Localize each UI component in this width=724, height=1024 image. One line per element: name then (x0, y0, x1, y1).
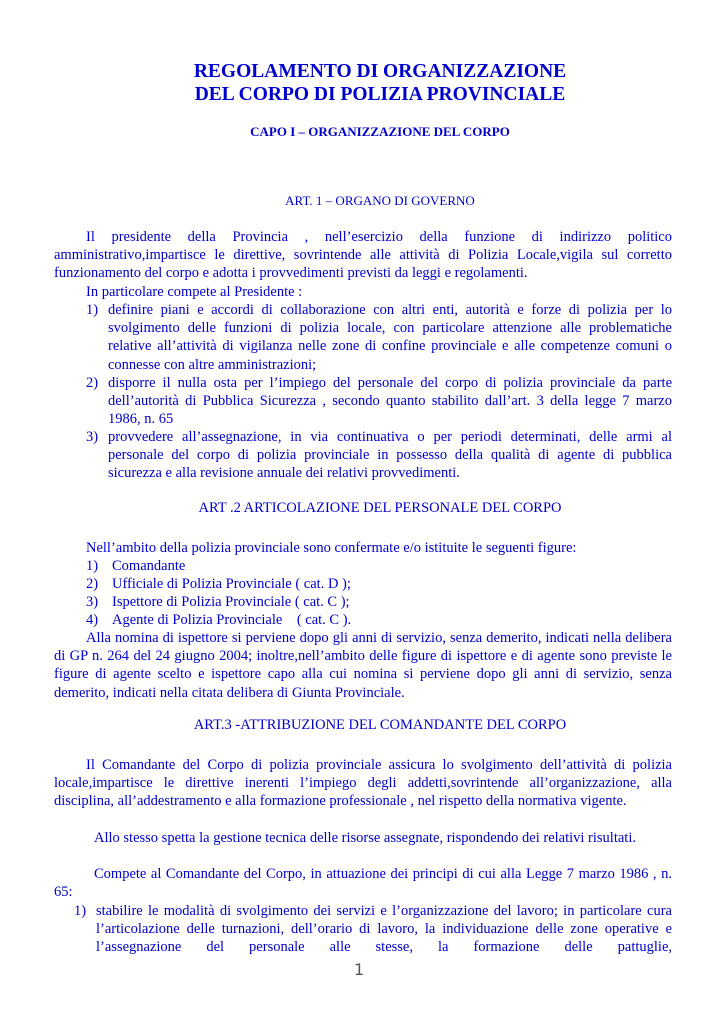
list-number: 3) (86, 429, 99, 445)
list-number: 3) (86, 594, 99, 610)
article-3-paragraph-1: Il Comandante del Corpo di polizia provinciale assicura lo svolgimento dell’attività di polizia locale,impartisce le direttive inerenti l’impiego degli addetti,sovrintende all’organizzazione, alla disciplina, all’addestramento e alla formazione professionale , nel rispetto della normativa vigente. (54, 757, 672, 810)
list-item (74, 902, 672, 958)
article-3-paragraph-2: Allo stesso spetta la gestione tecnica delle risorse assegnate, rispondendo dei relativi risultati. (94, 830, 636, 846)
list-text: Ufficiale di Polizia Provinciale ( cat. D ); (112, 576, 351, 592)
list-item (86, 428, 672, 484)
article-3-paragraph-3: Compete al Comandante del Corpo, in attuazione dei principi di cui alla Legge 7 marzo 1986 , n. 65: (54, 866, 672, 901)
list-text: definire piani e accordi di collaborazione con altri enti, autorità e forze di polizia per lo svolgimento delle funzioni di polizia locale, con particolare attenzione alle problematiche relative all’attività di vigilanza nelle zone di confine provinciale e alle competenze comuni o connesse con altre amministrazioni; (108, 302, 672, 373)
title-line-1: REGOLAMENTO DI ORGANIZZAZIONE (193, 61, 567, 82)
list-item (86, 593, 672, 611)
list-item (86, 575, 672, 593)
article-1-lead: In particolare compete al Presidente : (86, 284, 303, 300)
list-text: disporre il nulla osta per l’impiego del personale del corpo di polizia provinciale da parte dell’autorità di Pubblica Sicurezza , secondo quanto stabilito dall’art. 3 della legge 7 marzo 1986, n. 65 (108, 375, 672, 428)
list-number: 1) (86, 302, 99, 318)
article-3-heading: ART.3 -ATTRIBUZIONE DEL COMANDANTE DEL CORPO (193, 717, 567, 733)
document-title (0, 60, 724, 106)
list-number: 1) (74, 903, 87, 919)
list-text: Comandante (112, 558, 186, 574)
list-number: 2) (86, 375, 99, 391)
list-number: 1) (86, 558, 99, 574)
article-2-heading: ART .2 ARTICOLAZIONE DEL PERSONALE DEL CORPO (198, 500, 562, 516)
article-2-closing: Alla nomina di ispettore si perviene dopo gli anni di servizio, senza demerito, indicati nella delibera di GP n. 264 del 24 giugno 2004; inoltre,nell’ambito delle figure di ispettore e di agente sono previste le figure di agente scelto e ispettore capo alla cui nomina si perviene dopo gli anni di servizio, senza demerito, indicati nella citata delibera di Giunta Provinciale. (54, 630, 672, 701)
list-text: provvedere all’assegnazione, in via continuativa o per periodi determinati, delle armi al personale del corpo di polizia provinciale in possesso della qualità di agente di pubblica sicurezza e alla revisione annuale dei relativi provvedimenti. (108, 429, 672, 482)
list-text: Agente di Polizia Provinciale ( cat. C ). (112, 612, 352, 628)
list-item (86, 557, 672, 575)
article-1-intro: Il presidente della Provincia , nell’esercizio della funzione di indirizzo politico amministrativo,impartisce le direttive, sovrintende alle attività di Polizia Locale,vigila sul corretto funzionamento del corpo e adotta i provvedimenti previsti da leggi e regolamenti. (54, 229, 672, 282)
page-number: 1 (354, 960, 365, 979)
title-line-2: DEL CORPO DI POLIZIA PROVINCIALE (194, 84, 566, 105)
article-2-intro: Nell’ambito della polizia provinciale sono confermate e/o istituite le seguenti figure: (86, 540, 577, 556)
chapter-heading: CAPO I – ORGANIZZAZIONE DEL CORPO (250, 124, 510, 139)
list-text: stabilire le modalità di svolgimento dei servizi e l’organizzazione del lavoro; in particolare cura l’articolazione delle turnazioni, dell’orario di lavoro, la individuazione delle zone operative e l’assegnazione del personale alle stesse, la formazione delle pattuglie, (96, 903, 672, 956)
list-item (86, 611, 672, 629)
list-text: Ispettore di Polizia Provinciale ( cat. C ); (112, 594, 350, 610)
list-item (86, 301, 672, 375)
list-number: 4) (86, 612, 99, 628)
list-number: 2) (86, 576, 99, 592)
list-item (86, 374, 672, 430)
article-1-heading: ART. 1 – ORGANO DI GOVERNO (285, 193, 475, 208)
